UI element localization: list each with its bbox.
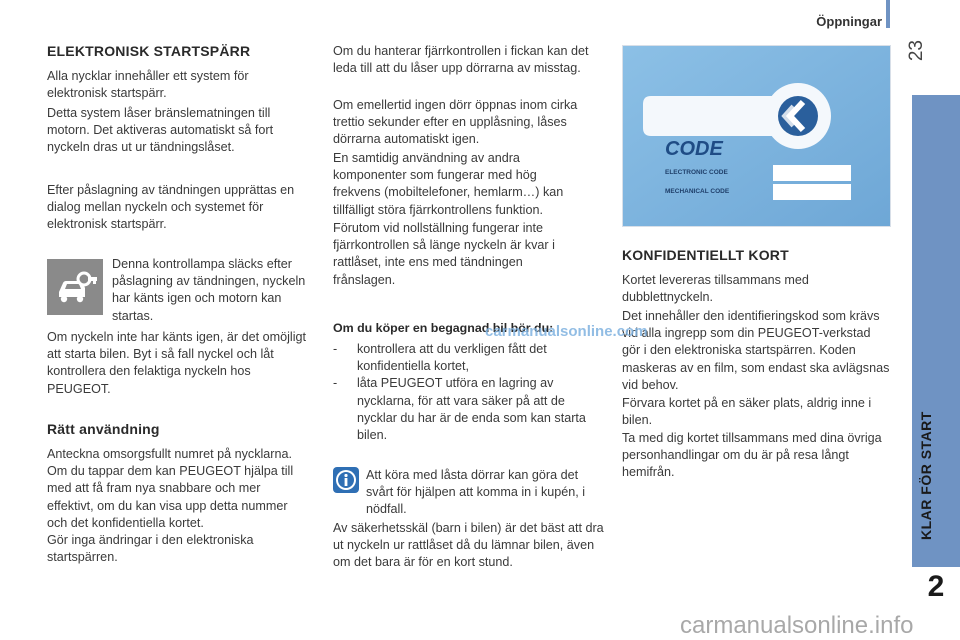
page-number: 23	[906, 40, 927, 62]
paragraph: Om nyckeln inte har känts igen, är det omöjligt att starta bilen. Byt i så fall nyckel och låt kontrollera den felaktiga nyckeln hos PEUGEOT.	[47, 330, 306, 396]
card-electronic-label: ELECTRONIC CODE	[665, 169, 728, 176]
paragraph: Det innehåller den identifieringskod som krävs vid alla ingrepp som din PEUGEOT-verkstad gör i den elektroniska startspärren. Koden maskeras av en film, som endast ska avlägsnas vid behov.	[622, 309, 890, 392]
paragraph: Efter påslagning av tändningen upprättas en dialog mellan nyckeln och systemet för elektronisk startspärr.	[47, 183, 295, 232]
paragraph: Alla nycklar innehåller ett system för elektronisk startspärr.	[47, 69, 249, 101]
chapter-divider	[912, 565, 960, 567]
paragraph: Anteckna omsorgsfullt numret på nycklarna. Om du tappar dem kan PEUGEOT hjälpa till med att få fram nya snabbare och mer effektivt, om du kan visa upp detta nummer och det konfidentiella kortet.	[47, 447, 294, 530]
watermark: carmanualsonline.com	[485, 323, 648, 340]
used-car-list	[333, 341, 595, 444]
list-item	[333, 375, 595, 444]
paragraph: En samtidig användning av andra komponenter som fungerar med hög frekvens (mobiltelefoner, hemlarm…) kan tillfälligt störa fjärrkontrollens funktion.	[333, 151, 564, 217]
chapter-tab	[912, 95, 960, 565]
paragraph: Om emellertid ingen dörr öppnas inom cirka trettio sekunder efter en upplåsning, låses dörrarna automatiskt igen.	[333, 98, 578, 147]
paragraph: Detta system låser bränslematningen till motorn. Det aktiveras automatiskt så fort nyckeln dras ut ur tändningslåset.	[47, 106, 274, 155]
paragraph: Om du hanterar fjärrkontrollen i fickan kan det leda till att du låser upp dörrarna av misstag.	[333, 44, 589, 76]
confidential-code-card	[622, 45, 891, 227]
heading-confidential-card: KONFIDENTIELLT KORT	[622, 247, 789, 263]
chapter-number: 2	[927, 570, 945, 603]
card-code-title: CODE	[665, 138, 723, 160]
paragraph: Av säkerhetsskäl (barn i bilen) är det bäst att dra ut nyckeln ur rattlåset då du lämnar bilen, även om det bara är för en kort stund.	[333, 521, 604, 570]
heading-immobiliser: ELEKTRONISK STARTSPÄRR	[47, 43, 251, 59]
info-note: Att köra med låsta dörrar kan göra det svårt för hjälpen att komma in i kupén, i nödfall.	[366, 468, 586, 517]
paragraph: Kortet levereras tillsammans med dubblettnyckeln.	[622, 273, 809, 305]
paragraph: Förvara kortet på en säker plats, aldrig inne i bilen.	[622, 396, 872, 428]
section-title: Öppningar	[816, 14, 882, 29]
paragraph: Ta med dig kortet tillsammans med dina övriga personhandlingar om du är på resa långt hemifrån.	[622, 431, 882, 480]
paragraph: Förutom vid nollställning fungerar inte fjärrkontrollen så länge nyckeln är kvar i rattlåset, inte ens med tändningen frånslagen.	[333, 221, 555, 287]
car-key-warning-icon	[47, 259, 103, 315]
lamp-description: Denna kontrollampa släcks efter påslagning av tändningen, nyckeln har känts igen och motorn kan startas.	[112, 257, 306, 323]
chapter-label: KLAR FÖR START	[918, 411, 934, 540]
header-accent-bar	[886, 0, 890, 28]
list-item	[333, 341, 595, 375]
card-mechanical-label: MECHANICAL CODE	[665, 188, 730, 195]
used-car-heading: Om du köper en begagnad bil bör du:	[333, 321, 554, 335]
list-item-text: kontrollera att du verkligen fått det konfidentiella kortet,	[357, 342, 547, 374]
paragraph: Gör inga ändringar i den elektroniska startspärren.	[47, 533, 254, 565]
info-icon	[333, 467, 359, 493]
list-dash: -	[333, 342, 338, 356]
heading-proper-use: Rätt användning	[47, 421, 160, 437]
list-dash: -	[333, 376, 338, 391]
list-item-text: låta PEUGEOT utföra en lagring av nycklarna, för att vara säker på att de nycklar du har är de enda som kan starta bilen.	[357, 376, 586, 443]
watermark: carmanualsonline.info	[680, 612, 914, 639]
